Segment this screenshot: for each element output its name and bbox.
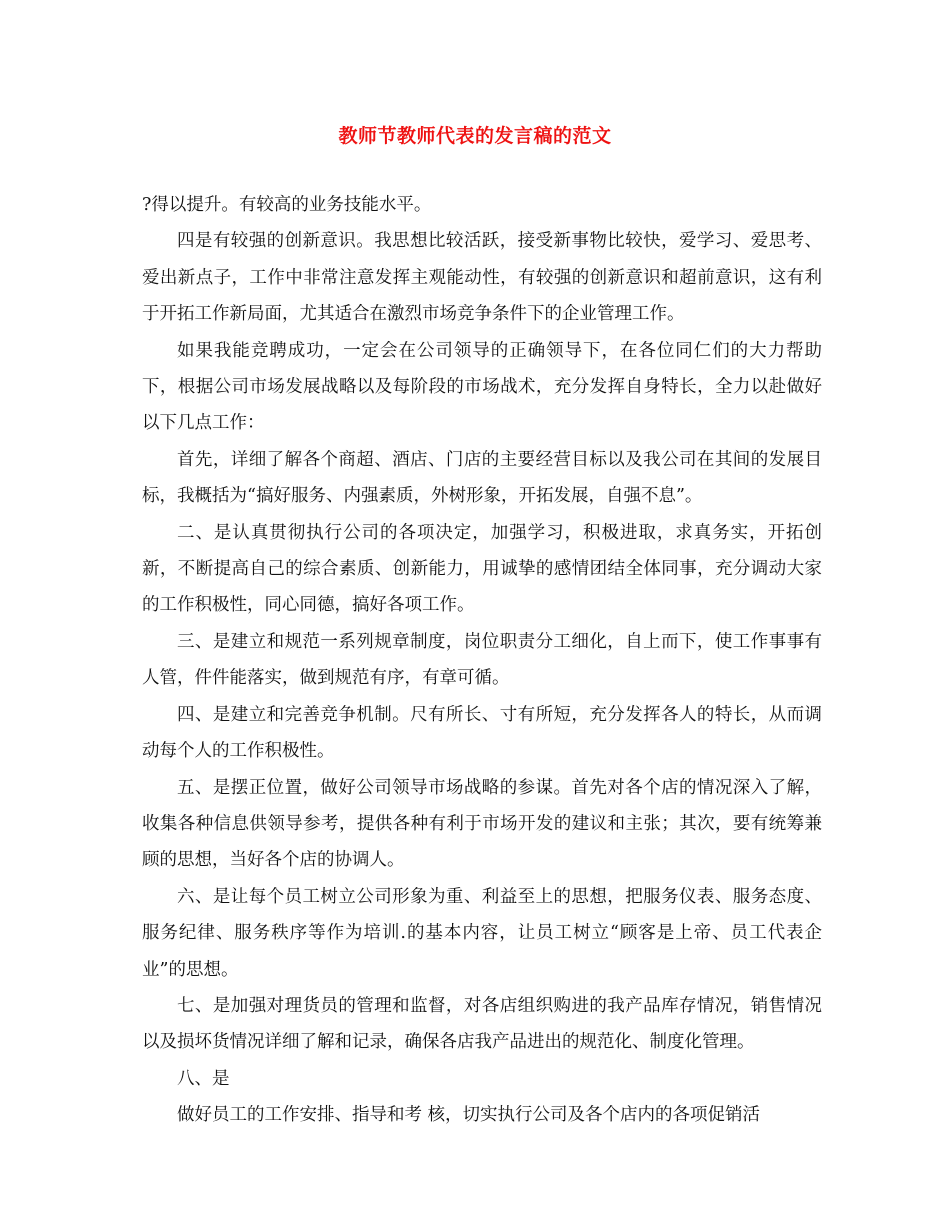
- document-title: 教师节教师代表的发言稿的范文: [338, 125, 612, 147]
- paragraph: 八、是: [177, 1068, 230, 1089]
- paragraph: 四、是建立和完善竞争机制。尺有所长、寸有所短，充分发挥各人的特长，从而调动每个人的工作积极性。: [142, 704, 822, 762]
- paragraph: ?得以提升。有较高的业务技能水平。: [142, 195, 432, 215]
- paragraph: 做好员工的工作安排、指导和考 核，切实执行公司及各个店内的各项促销活: [177, 1105, 761, 1126]
- paragraph: 五、是摆正位置，做好公司领导市场战略的参谋。首先对各个店的情况深入了解，收集各种信息供领导参考，提供各种有利于市场开发的建议和主张；其次，要有统筹兼顾的思想，当好各个店的协调人。: [142, 777, 822, 871]
- paragraph: 三、是建立和规范一系列规章制度，岗位职责分工细化，自上而下，使工作事事有人管，件件能落实，做到规范有序，有章可循。: [142, 631, 822, 689]
- paragraph: 四是有较强的创新意识。我思想比较活跃，接受新事物比较快，爱学习、爱思考、爱出新点子，工作中非常注意发挥主观能动性，有较强的创新意识和超前意识，这有利于开拓工作新局面，尤其适合在激烈市场竞争条件下的企业管理工作。: [142, 231, 822, 325]
- paragraph: 首先，详细了解各个商超、酒店、门店的主要经营目标以及我公司在其间的发展目标，我概括为“搞好服务、内强素质，外树形象，开拓发展，自强不息”。: [142, 449, 822, 507]
- document-body: [142, 187, 822, 1134]
- paragraph: 如果我能竞聘成功，一定会在公司领导的正确领导下，在各位同仁们的大力帮助下，根据公司市场发展战略以及每阶段的市场战术，充分发挥自身特长，全力以赴做好以下几点工作：: [142, 340, 822, 434]
- paragraph: 七、是加强对理货员的管理和监督，对各店组织购进的我产品库存情况，销售情况以及损坏货情况详细了解和记录，确保各店我产品进出的规范化、制度化管理。: [142, 995, 822, 1053]
- paragraph: 六、是让每个员工树立公司形象为重、利益至上的思想，把服务仪表、服务态度、服务纪律、服务秩序等作为培训.的基本内容，让员工树立“顾客是上帝、员工代表企业”的思想。: [142, 886, 822, 980]
- paragraph: 二、是认真贯彻执行公司的各项决定，加强学习，积极进取，求真务实，开拓创新，不断提高自己的综合素质、创新能力，用诚挚的感情团结全体同事，充分调动大家的工作积极性，同心同德，搞好各项工作。: [142, 522, 822, 616]
